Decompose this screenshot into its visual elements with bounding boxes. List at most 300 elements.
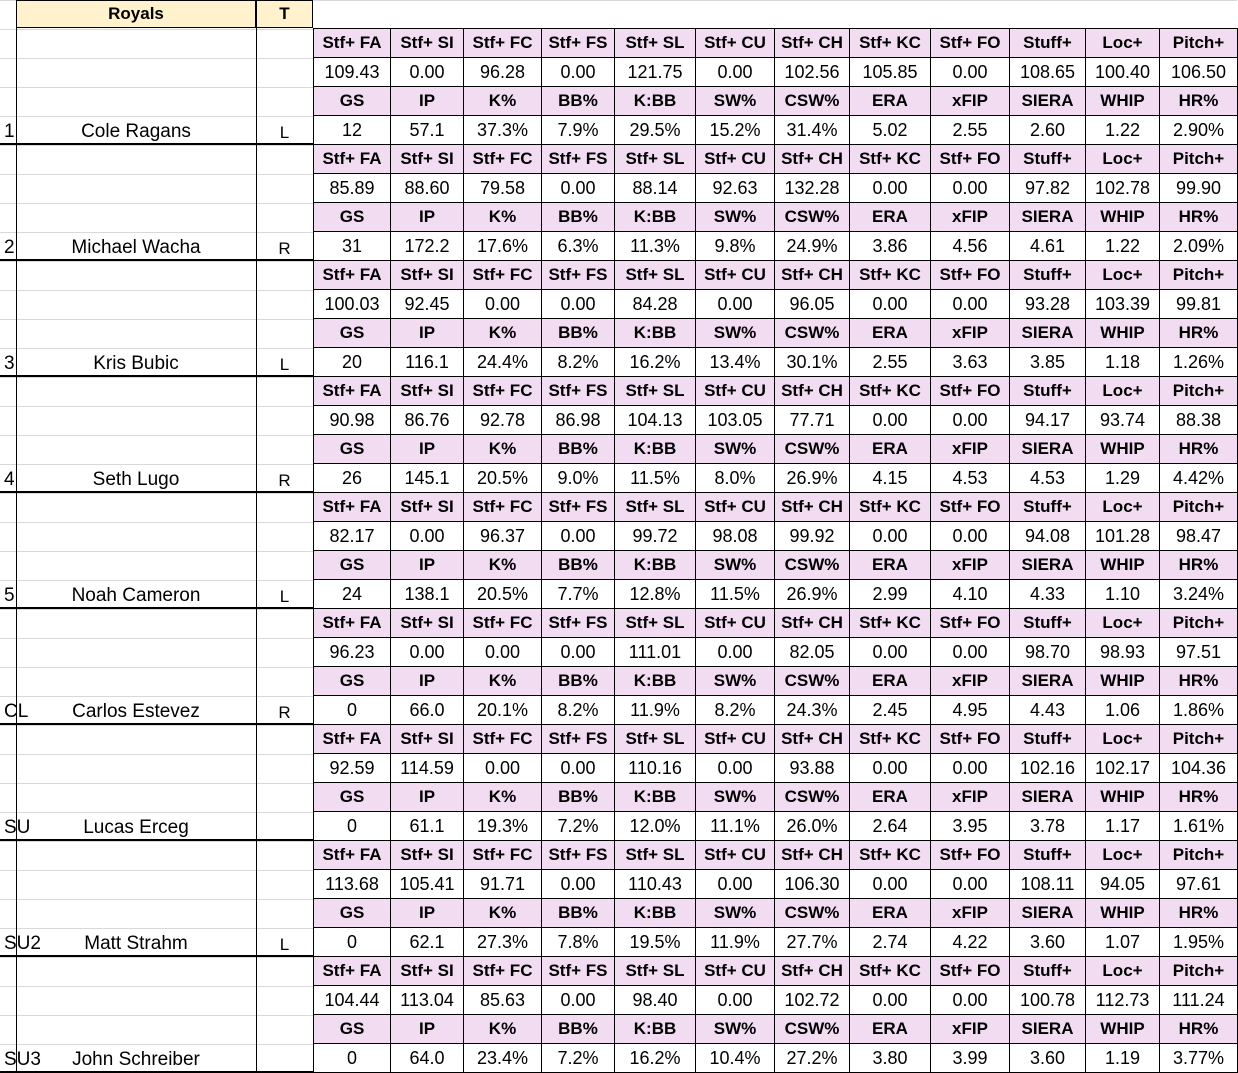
pitch-value-cell[interactable]: 98.93	[1085, 637, 1160, 667]
pitch-label-cell[interactable]: Stf+ FO	[930, 260, 1010, 290]
stat-label-cell[interactable]: WHIP	[1085, 898, 1160, 928]
stat-value-cell[interactable]: 3.80	[849, 1043, 931, 1073]
pitch-value-cell[interactable]: 108.11	[1009, 869, 1086, 899]
throws-cell[interactable]: R	[278, 471, 291, 490]
stat-label-cell[interactable]: xFIP	[930, 782, 1010, 812]
pitch-label-cell[interactable]: Stf+ FC	[463, 840, 542, 870]
pitch-label-cell[interactable]: Loc+	[1085, 376, 1160, 406]
pitcher-name[interactable]: Matt Strahm	[84, 933, 188, 954]
pitch-label-cell[interactable]: Stf+ KC	[849, 956, 931, 986]
stat-value-cell[interactable]: 26	[313, 463, 391, 493]
stat-label-cell[interactable]: GS	[313, 782, 391, 812]
pitch-value-cell[interactable]: 90.98	[313, 405, 391, 435]
rank-cell[interactable]: SU3	[4, 1049, 41, 1070]
stat-value-cell[interactable]: 8.2%	[541, 695, 615, 725]
stat-value-cell[interactable]: 12.0%	[614, 811, 696, 841]
pitch-label-cell[interactable]: Stf+ SL	[614, 376, 696, 406]
stat-label-cell[interactable]: K%	[463, 86, 542, 116]
pitch-value-cell[interactable]: 94.17	[1009, 405, 1086, 435]
rank-cell[interactable]: SU	[4, 817, 31, 838]
pitch-label-cell[interactable]: Stf+ SI	[390, 724, 464, 754]
pitch-value-cell[interactable]: 111.01	[614, 637, 696, 667]
pitch-value-cell[interactable]: 0.00	[849, 753, 931, 783]
pitch-label-cell[interactable]: Pitch+	[1159, 724, 1238, 754]
stat-value-cell[interactable]: 10.4%	[695, 1043, 775, 1073]
throws-cell[interactable]: L	[279, 355, 290, 374]
pitch-label-cell[interactable]: Stf+ FC	[463, 724, 542, 754]
stat-value-cell[interactable]: 20.1%	[463, 695, 542, 725]
stat-label-cell[interactable]: WHIP	[1085, 1014, 1160, 1044]
stat-value-cell[interactable]: 29.5%	[614, 115, 696, 145]
stat-value-cell[interactable]: 2.09%	[1159, 231, 1238, 261]
stat-value-cell[interactable]: 26.9%	[774, 463, 850, 493]
pitch-label-cell[interactable]: Stuff+	[1009, 724, 1086, 754]
stat-label-cell[interactable]: CSW%	[774, 202, 850, 232]
stat-value-cell[interactable]: 20	[313, 347, 391, 377]
pitch-value-cell[interactable]: 98.40	[614, 985, 696, 1015]
pitcher-name[interactable]: Lucas Erceg	[83, 817, 189, 838]
stat-value-cell[interactable]: 4.53	[930, 463, 1010, 493]
pitch-label-cell[interactable]: Stf+ KC	[849, 724, 931, 754]
rank-cell[interactable]: 2	[4, 237, 15, 258]
stat-value-cell[interactable]: 57.1	[390, 115, 464, 145]
stat-label-cell[interactable]: CSW%	[774, 434, 850, 464]
pitch-label-cell[interactable]: Stf+ KC	[849, 840, 931, 870]
stat-value-cell[interactable]: 19.3%	[463, 811, 542, 841]
stat-value-cell[interactable]: 7.7%	[541, 579, 615, 609]
pitch-label-cell[interactable]: Stf+ FO	[930, 724, 1010, 754]
stat-label-cell[interactable]: SW%	[695, 318, 775, 348]
pitcher-name[interactable]: Noah Cameron	[71, 585, 201, 606]
stat-value-cell[interactable]: 23.4%	[463, 1043, 542, 1073]
stat-value-cell[interactable]: 2.45	[849, 695, 931, 725]
stat-value-cell[interactable]: 0	[313, 927, 391, 957]
stat-label-cell[interactable]: SIERA	[1009, 86, 1086, 116]
pitch-value-cell[interactable]: 0.00	[849, 173, 931, 203]
stat-value-cell[interactable]: 172.2	[390, 231, 464, 261]
stat-value-cell[interactable]: 16.2%	[614, 347, 696, 377]
pitch-label-cell[interactable]: Stf+ FC	[463, 260, 542, 290]
pitch-value-cell[interactable]: 96.23	[313, 637, 391, 667]
pitch-value-cell[interactable]: 0.00	[541, 985, 615, 1015]
pitch-label-cell[interactable]: Loc+	[1085, 28, 1160, 58]
stat-value-cell[interactable]: 27.2%	[774, 1043, 850, 1073]
stat-label-cell[interactable]: ERA	[849, 898, 931, 928]
stat-value-cell[interactable]: 4.43	[1009, 695, 1086, 725]
stat-label-cell[interactable]: K%	[463, 782, 542, 812]
stat-value-cell[interactable]: 4.95	[930, 695, 1010, 725]
pitch-value-cell[interactable]: 102.16	[1009, 753, 1086, 783]
stat-value-cell[interactable]: 1.29	[1085, 463, 1160, 493]
stat-label-cell[interactable]: ERA	[849, 202, 931, 232]
stat-value-cell[interactable]: 1.17	[1085, 811, 1160, 841]
stat-value-cell[interactable]: 3.95	[930, 811, 1010, 841]
stat-value-cell[interactable]: 138.1	[390, 579, 464, 609]
stat-label-cell[interactable]: BB%	[541, 782, 615, 812]
stat-label-cell[interactable]: HR%	[1159, 1014, 1238, 1044]
throws-cell[interactable]: L	[279, 123, 290, 142]
pitch-value-cell[interactable]: 97.51	[1159, 637, 1238, 667]
pitch-value-cell[interactable]: 109.43	[313, 57, 391, 87]
pitch-value-cell[interactable]: 0.00	[541, 869, 615, 899]
stat-label-cell[interactable]: K:BB	[614, 202, 696, 232]
pitch-label-cell[interactable]: Stf+ FC	[463, 28, 542, 58]
stat-value-cell[interactable]: 11.5%	[614, 463, 696, 493]
pitch-label-cell[interactable]: Stf+ SL	[614, 28, 696, 58]
pitch-label-cell[interactable]: Pitch+	[1159, 608, 1238, 638]
stat-label-cell[interactable]: xFIP	[930, 550, 1010, 580]
pitch-value-cell[interactable]: 0.00	[849, 637, 931, 667]
stat-label-cell[interactable]: BB%	[541, 550, 615, 580]
stat-label-cell[interactable]: CSW%	[774, 1014, 850, 1044]
stat-label-cell[interactable]: SW%	[695, 666, 775, 696]
stat-label-cell[interactable]: GS	[313, 318, 391, 348]
stat-value-cell[interactable]: 4.61	[1009, 231, 1086, 261]
pitch-label-cell[interactable]: Loc+	[1085, 840, 1160, 870]
stat-value-cell[interactable]: 1.22	[1085, 115, 1160, 145]
stat-label-cell[interactable]: HR%	[1159, 202, 1238, 232]
pitch-value-cell[interactable]: 77.71	[774, 405, 850, 435]
stat-label-cell[interactable]: IP	[390, 550, 464, 580]
pitch-label-cell[interactable]: Stf+ CH	[774, 28, 850, 58]
stat-label-cell[interactable]: HR%	[1159, 782, 1238, 812]
stat-value-cell[interactable]: 17.6%	[463, 231, 542, 261]
stat-label-cell[interactable]: SIERA	[1009, 666, 1086, 696]
stat-value-cell[interactable]: 31.4%	[774, 115, 850, 145]
pitch-value-cell[interactable]: 0.00	[930, 637, 1010, 667]
stat-label-cell[interactable]: WHIP	[1085, 666, 1160, 696]
stat-value-cell[interactable]: 31	[313, 231, 391, 261]
pitcher-name[interactable]: Cole Ragans	[81, 121, 191, 142]
pitch-label-cell[interactable]: Stf+ FS	[541, 840, 615, 870]
stat-value-cell[interactable]: 24.3%	[774, 695, 850, 725]
rank-cell[interactable]: 5	[4, 585, 15, 606]
pitch-label-cell[interactable]: Stf+ FO	[930, 492, 1010, 522]
pitch-label-cell[interactable]: Stf+ FO	[930, 608, 1010, 638]
stat-label-cell[interactable]: WHIP	[1085, 318, 1160, 348]
pitch-value-cell[interactable]: 113.68	[313, 869, 391, 899]
stat-label-cell[interactable]: xFIP	[930, 898, 1010, 928]
pitch-value-cell[interactable]: 0.00	[930, 57, 1010, 87]
stat-value-cell[interactable]: 27.3%	[463, 927, 542, 957]
stat-value-cell[interactable]: 2.55	[849, 347, 931, 377]
pitcher-name[interactable]: Kris Bubic	[93, 353, 179, 374]
pitch-label-cell[interactable]: Pitch+	[1159, 956, 1238, 986]
stat-label-cell[interactable]: CSW%	[774, 782, 850, 812]
pitch-label-cell[interactable]: Stf+ SL	[614, 492, 696, 522]
stat-value-cell[interactable]: 1.06	[1085, 695, 1160, 725]
stat-value-cell[interactable]: 4.42%	[1159, 463, 1238, 493]
pitch-label-cell[interactable]: Stuff+	[1009, 492, 1086, 522]
stat-label-cell[interactable]: WHIP	[1085, 550, 1160, 580]
pitch-value-cell[interactable]: 0.00	[541, 289, 615, 319]
pitch-label-cell[interactable]: Stf+ SL	[614, 840, 696, 870]
stat-label-cell[interactable]: IP	[390, 434, 464, 464]
pitch-label-cell[interactable]: Stf+ FC	[463, 956, 542, 986]
stat-label-cell[interactable]: K:BB	[614, 1014, 696, 1044]
stat-label-cell[interactable]: SW%	[695, 86, 775, 116]
stat-label-cell[interactable]: HR%	[1159, 434, 1238, 464]
pitch-label-cell[interactable]: Loc+	[1085, 144, 1160, 174]
pitch-value-cell[interactable]: 0.00	[541, 173, 615, 203]
stat-label-cell[interactable]: CSW%	[774, 86, 850, 116]
stat-value-cell[interactable]: 1.95%	[1159, 927, 1238, 957]
pitch-value-cell[interactable]: 0.00	[463, 637, 542, 667]
stat-label-cell[interactable]: SW%	[695, 434, 775, 464]
stat-value-cell[interactable]: 4.56	[930, 231, 1010, 261]
stat-value-cell[interactable]: 3.63	[930, 347, 1010, 377]
stat-label-cell[interactable]: K:BB	[614, 86, 696, 116]
stat-label-cell[interactable]: SW%	[695, 782, 775, 812]
pitch-value-cell[interactable]: 102.56	[774, 57, 850, 87]
pitch-label-cell[interactable]: Stf+ FO	[930, 956, 1010, 986]
stat-label-cell[interactable]: K:BB	[614, 434, 696, 464]
stat-label-cell[interactable]: BB%	[541, 898, 615, 928]
pitch-value-cell[interactable]: 99.72	[614, 521, 696, 551]
pitch-label-cell[interactable]: Stuff+	[1009, 260, 1086, 290]
pitch-value-cell[interactable]: 0.00	[695, 637, 775, 667]
pitch-label-cell[interactable]: Stf+ CH	[774, 376, 850, 406]
pitch-value-cell[interactable]: 0.00	[463, 289, 542, 319]
stat-label-cell[interactable]: SW%	[695, 550, 775, 580]
stat-label-cell[interactable]: xFIP	[930, 202, 1010, 232]
stat-value-cell[interactable]: 7.2%	[541, 1043, 615, 1073]
stat-label-cell[interactable]: WHIP	[1085, 434, 1160, 464]
pitch-value-cell[interactable]: 94.05	[1085, 869, 1160, 899]
pitch-label-cell[interactable]: Stf+ KC	[849, 260, 931, 290]
pitch-value-cell[interactable]: 105.85	[849, 57, 931, 87]
stat-value-cell[interactable]: 4.15	[849, 463, 931, 493]
stat-value-cell[interactable]: 2.55	[930, 115, 1010, 145]
stat-value-cell[interactable]: 3.24%	[1159, 579, 1238, 609]
stat-value-cell[interactable]: 3.86	[849, 231, 931, 261]
stat-label-cell[interactable]: CSW%	[774, 550, 850, 580]
pitch-value-cell[interactable]: 98.47	[1159, 521, 1238, 551]
pitch-label-cell[interactable]: Stf+ CH	[774, 492, 850, 522]
stat-value-cell[interactable]: 3.60	[1009, 1043, 1086, 1073]
stat-value-cell[interactable]: 11.3%	[614, 231, 696, 261]
stat-label-cell[interactable]: GS	[313, 898, 391, 928]
stat-label-cell[interactable]: IP	[390, 202, 464, 232]
stat-label-cell[interactable]: K:BB	[614, 782, 696, 812]
stat-label-cell[interactable]: GS	[313, 1014, 391, 1044]
stat-value-cell[interactable]: 7.2%	[541, 811, 615, 841]
pitcher-name[interactable]: Carlos Estevez	[72, 701, 200, 722]
stat-value-cell[interactable]: 64.0	[390, 1043, 464, 1073]
stat-value-cell[interactable]: 4.33	[1009, 579, 1086, 609]
pitch-value-cell[interactable]: 97.82	[1009, 173, 1086, 203]
pitch-value-cell[interactable]: 0.00	[849, 869, 931, 899]
pitch-value-cell[interactable]: 0.00	[695, 869, 775, 899]
stat-label-cell[interactable]: K:BB	[614, 666, 696, 696]
pitch-value-cell[interactable]: 113.04	[390, 985, 464, 1015]
stat-value-cell[interactable]: 1.07	[1085, 927, 1160, 957]
pitch-value-cell[interactable]: 91.71	[463, 869, 542, 899]
pitch-label-cell[interactable]: Pitch+	[1159, 260, 1238, 290]
pitch-label-cell[interactable]: Stf+ FO	[930, 376, 1010, 406]
stat-label-cell[interactable]: K%	[463, 318, 542, 348]
pitch-value-cell[interactable]: 93.88	[774, 753, 850, 783]
pitch-label-cell[interactable]: Stf+ SL	[614, 260, 696, 290]
stat-value-cell[interactable]: 26.0%	[774, 811, 850, 841]
pitch-label-cell[interactable]: Stf+ CH	[774, 608, 850, 638]
throws-cell[interactable]	[256, 1043, 313, 1072]
pitch-value-cell[interactable]: 114.59	[390, 753, 464, 783]
pitch-label-cell[interactable]: Stf+ CU	[695, 260, 775, 290]
pitch-value-cell[interactable]: 94.08	[1009, 521, 1086, 551]
stat-label-cell[interactable]: BB%	[541, 86, 615, 116]
throws-cell[interactable]: R	[278, 703, 291, 722]
pitch-value-cell[interactable]: 0.00	[930, 753, 1010, 783]
stat-label-cell[interactable]: IP	[390, 782, 464, 812]
pitch-value-cell[interactable]: 0.00	[695, 753, 775, 783]
stat-value-cell[interactable]: 3.85	[1009, 347, 1086, 377]
stat-value-cell[interactable]: 7.9%	[541, 115, 615, 145]
pitch-value-cell[interactable]: 0.00	[849, 405, 931, 435]
pitch-label-cell[interactable]: Stf+ FO	[930, 840, 1010, 870]
stat-value-cell[interactable]: 11.9%	[614, 695, 696, 725]
pitch-value-cell[interactable]: 93.74	[1085, 405, 1160, 435]
pitcher-name[interactable]: Seth Lugo	[92, 469, 180, 490]
pitch-label-cell[interactable]: Stf+ FS	[541, 608, 615, 638]
stat-label-cell[interactable]: IP	[390, 86, 464, 116]
stat-label-cell[interactable]: GS	[313, 86, 391, 116]
pitch-value-cell[interactable]: 104.44	[313, 985, 391, 1015]
stat-value-cell[interactable]: 0	[313, 695, 391, 725]
pitch-label-cell[interactable]: Stf+ CH	[774, 840, 850, 870]
stat-label-cell[interactable]: SIERA	[1009, 898, 1086, 928]
pitch-value-cell[interactable]: 102.17	[1085, 753, 1160, 783]
stat-value-cell[interactable]: 20.5%	[463, 579, 542, 609]
pitch-value-cell[interactable]: 0.00	[930, 869, 1010, 899]
pitch-label-cell[interactable]: Stf+ FO	[930, 28, 1010, 58]
pitch-label-cell[interactable]: Loc+	[1085, 260, 1160, 290]
stat-label-cell[interactable]: ERA	[849, 86, 931, 116]
stat-value-cell[interactable]: 145.1	[390, 463, 464, 493]
stat-label-cell[interactable]: WHIP	[1085, 86, 1160, 116]
pitch-label-cell[interactable]: Stf+ FA	[313, 492, 391, 522]
pitch-label-cell[interactable]: Stf+ SI	[390, 376, 464, 406]
pitch-value-cell[interactable]: 0.00	[849, 521, 931, 551]
pitch-value-cell[interactable]: 104.36	[1159, 753, 1238, 783]
pitch-label-cell[interactable]: Stf+ CU	[695, 376, 775, 406]
stat-label-cell[interactable]: ERA	[849, 666, 931, 696]
pitch-value-cell[interactable]: 105.41	[390, 869, 464, 899]
pitch-value-cell[interactable]: 108.65	[1009, 57, 1086, 87]
pitch-value-cell[interactable]: 0.00	[930, 289, 1010, 319]
stat-label-cell[interactable]: IP	[390, 318, 464, 348]
pitcher-name[interactable]: Michael Wacha	[71, 237, 201, 258]
pitch-label-cell[interactable]: Stf+ FC	[463, 144, 542, 174]
pitch-label-cell[interactable]: Stf+ CU	[695, 28, 775, 58]
stat-label-cell[interactable]: CSW%	[774, 898, 850, 928]
pitch-label-cell[interactable]: Stf+ FA	[313, 260, 391, 290]
pitch-label-cell[interactable]: Stf+ SL	[614, 608, 696, 638]
stat-value-cell[interactable]: 24	[313, 579, 391, 609]
pitch-value-cell[interactable]: 0.00	[541, 753, 615, 783]
stat-label-cell[interactable]: GS	[313, 434, 391, 464]
pitch-label-cell[interactable]: Stf+ FA	[313, 840, 391, 870]
stat-value-cell[interactable]: 37.3%	[463, 115, 542, 145]
stat-label-cell[interactable]: ERA	[849, 318, 931, 348]
pitch-value-cell[interactable]: 88.38	[1159, 405, 1238, 435]
pitch-value-cell[interactable]: 0.00	[390, 521, 464, 551]
stat-value-cell[interactable]: 2.74	[849, 927, 931, 957]
stat-value-cell[interactable]: 19.5%	[614, 927, 696, 957]
stat-value-cell[interactable]: 1.22	[1085, 231, 1160, 261]
stat-label-cell[interactable]: K%	[463, 202, 542, 232]
stat-value-cell[interactable]: 12.8%	[614, 579, 696, 609]
pitch-value-cell[interactable]: 97.61	[1159, 869, 1238, 899]
stat-label-cell[interactable]: SIERA	[1009, 782, 1086, 812]
pitch-value-cell[interactable]: 79.58	[463, 173, 542, 203]
stat-value-cell[interactable]: 3.77%	[1159, 1043, 1238, 1073]
stat-value-cell[interactable]: 3.78	[1009, 811, 1086, 841]
stat-value-cell[interactable]: 13.4%	[695, 347, 775, 377]
pitch-label-cell[interactable]: Stuff+	[1009, 144, 1086, 174]
stat-label-cell[interactable]: HR%	[1159, 86, 1238, 116]
stat-label-cell[interactable]: IP	[390, 1014, 464, 1044]
pitch-label-cell[interactable]: Stf+ FO	[930, 144, 1010, 174]
pitch-value-cell[interactable]: 98.70	[1009, 637, 1086, 667]
pitch-label-cell[interactable]: Stf+ CH	[774, 956, 850, 986]
rank-cell[interactable]: 1	[4, 121, 15, 142]
rank-cell[interactable]: SU2	[4, 933, 41, 954]
pitch-value-cell[interactable]: 101.28	[1085, 521, 1160, 551]
pitch-value-cell[interactable]: 92.63	[695, 173, 775, 203]
stat-value-cell[interactable]: 2.99	[849, 579, 931, 609]
stat-value-cell[interactable]: 24.9%	[774, 231, 850, 261]
throws-cell[interactable]: L	[279, 587, 290, 606]
stat-label-cell[interactable]: SW%	[695, 898, 775, 928]
pitch-label-cell[interactable]: Stf+ FS	[541, 492, 615, 522]
pitch-label-cell[interactable]: Stf+ CU	[695, 492, 775, 522]
pitch-value-cell[interactable]: 86.76	[390, 405, 464, 435]
stat-label-cell[interactable]: BB%	[541, 666, 615, 696]
pitch-value-cell[interactable]: 93.28	[1009, 289, 1086, 319]
stat-value-cell[interactable]: 0	[313, 811, 391, 841]
pitch-value-cell[interactable]: 0.00	[930, 521, 1010, 551]
stat-label-cell[interactable]: K%	[463, 898, 542, 928]
stat-label-cell[interactable]: BB%	[541, 434, 615, 464]
stat-value-cell[interactable]: 24.4%	[463, 347, 542, 377]
stat-label-cell[interactable]: ERA	[849, 1014, 931, 1044]
pitch-label-cell[interactable]: Stf+ CU	[695, 724, 775, 754]
stat-label-cell[interactable]: IP	[390, 898, 464, 928]
stat-label-cell[interactable]: K%	[463, 550, 542, 580]
stat-label-cell[interactable]: xFIP	[930, 1014, 1010, 1044]
pitch-value-cell[interactable]: 0.00	[930, 985, 1010, 1015]
stat-label-cell[interactable]: SIERA	[1009, 434, 1086, 464]
stat-value-cell[interactable]: 7.8%	[541, 927, 615, 957]
pitch-label-cell[interactable]: Stf+ FS	[541, 260, 615, 290]
stat-value-cell[interactable]: 11.9%	[695, 927, 775, 957]
pitch-label-cell[interactable]: Loc+	[1085, 956, 1160, 986]
stat-value-cell[interactable]: 62.1	[390, 927, 464, 957]
pitch-label-cell[interactable]: Stf+ FC	[463, 376, 542, 406]
stat-value-cell[interactable]: 30.1%	[774, 347, 850, 377]
pitch-label-cell[interactable]: Stf+ CH	[774, 260, 850, 290]
stat-label-cell[interactable]: ERA	[849, 550, 931, 580]
pitch-value-cell[interactable]: 106.50	[1159, 57, 1238, 87]
pitch-value-cell[interactable]: 88.14	[614, 173, 696, 203]
pitch-label-cell[interactable]: Stf+ KC	[849, 28, 931, 58]
pitch-label-cell[interactable]: Stf+ SI	[390, 144, 464, 174]
pitch-value-cell[interactable]: 0.00	[930, 405, 1010, 435]
stat-label-cell[interactable]: K:BB	[614, 318, 696, 348]
pitch-label-cell[interactable]: Stf+ FA	[313, 608, 391, 638]
stat-label-cell[interactable]: BB%	[541, 1014, 615, 1044]
